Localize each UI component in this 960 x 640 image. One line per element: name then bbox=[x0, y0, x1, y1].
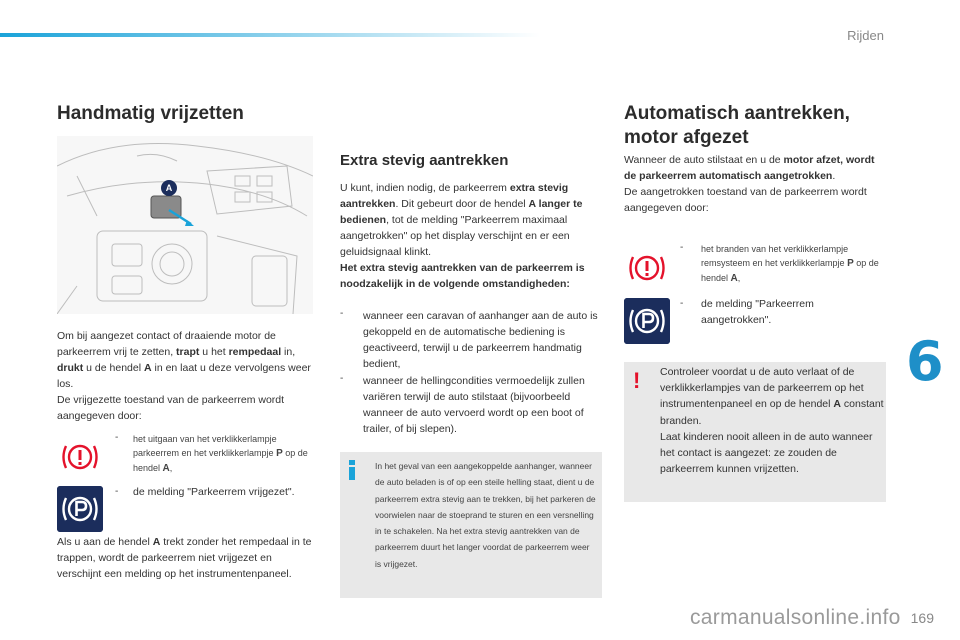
caution-text: Controleer voordat u de auto verlaat of de verklikkerlampjes van de parkeerrem op het instrumentenpaneel en op de hendel A constant branden. Laat kinderen nooit alleen in de auto wanneer het contact is aangezet: ze zouden de parkeerrem kunnen vrijzetten. bbox=[660, 366, 884, 476]
extra-firm-title: Extra stevig aantrekken bbox=[340, 152, 509, 169]
automatic-apply-title: Automatisch aantrekken, motor afgezet bbox=[624, 103, 850, 148]
left-outro-paragraph: Als u aan de hendel A trekt zonder het rempedaal in te trappen, wordt de parkeerrem niet vrijgezet en verschijnt een melding op het instrumentenpaneel. bbox=[57, 536, 312, 580]
list-dash: - bbox=[115, 432, 119, 443]
info-icon bbox=[348, 460, 356, 480]
condition-item-2: wanneer de hellingcondities vermoedelijk zullen variëren terwijl de auto stilstaat (bijvoorbeeld wanneer de auto vervoerd wordt op een boot of trailer, of bij slepen). bbox=[363, 375, 585, 435]
watermark: carmanualsonline.info bbox=[690, 606, 901, 629]
list-dash: - bbox=[340, 373, 344, 384]
brake-warning-icon bbox=[57, 434, 103, 480]
left-item2-text: de melding "Parkeerrem vrijgezet". bbox=[133, 486, 295, 498]
parking-brake-icon bbox=[57, 486, 103, 532]
middle-paragraph: U kunt, indien nodig, de parkeerrem extra stevig aantrekken. Dit gebeurt door de hendel A langer te bedienen, tot de melding "Parkeerrem maximaal aangetrokken" op het display verschijnt en er een geluidsignaal klinkt. Het extra stevig aantrekken van de parkeerrem is noodzakelijk in de volgende omstandigheden: bbox=[340, 182, 585, 290]
info-text: In het geval van een aangekoppelde aanhanger, wanneer de auto beladen is of op een steile helling staat, dient u de parkeerrem extra stevig aan te trekken, bij het parkeren de voorwielen naar de stoeprand te sturen en een versnelling in te schakelen. Na het extra stevig aantrekken van de parkeerrem duurt het langer voordat de parkeerrem weer is vrijgezet. bbox=[375, 461, 596, 569]
condition-item-1: wanneer een caravan of aanhanger aan de auto is gekoppeld en de automatische bediening is geactiveerd, terwijl u de parkeerrem handmatig bedient, bbox=[363, 310, 598, 370]
list-dash: - bbox=[680, 298, 684, 309]
left-item1-text: het uitgaan van het verklikkerlampje parkeerrem en het verklikkerlampje P op de hendel A, bbox=[133, 434, 308, 474]
header-accent-bar bbox=[0, 33, 540, 37]
lever-a-marker bbox=[161, 180, 177, 196]
right-intro-paragraph: Wanneer de auto stilstaat en u de motor afzet, wordt de parkeerrem automatisch aangetrokken. De aangetrokken toestand van de parkeerrem wordt aangegeven door: bbox=[624, 154, 875, 214]
left-intro-paragraph: Om bij aangezet contact of draaiende motor de parkeerrem vrij te zetten, trapt u het rempedaal in, drukt u de hendel A in en laat u deze vervolgens weer los. De vrijgezette toestand van de parkeerrem wordt aangegeven door: bbox=[57, 330, 311, 422]
right-item1-text: het branden van het verklikkerlampje remsysteem en het verklikkerlampje P op de hendel A, bbox=[701, 244, 879, 284]
caution-icon: ! bbox=[633, 368, 641, 393]
manual-release-title: Handmatig vrijzetten bbox=[57, 103, 244, 124]
chapter-number: 6 bbox=[906, 330, 944, 393]
conditions-heading: Het extra stevig aantrekken van de parkeerrem is noodzakelijk in de volgende omstandigheden: bbox=[340, 262, 585, 290]
page-number: 169 bbox=[910, 610, 934, 626]
right-item2-text: de melding "Parkeerrem aangetrokken". bbox=[701, 298, 814, 326]
console-illustration bbox=[57, 136, 313, 314]
list-dash: - bbox=[340, 308, 344, 319]
list-dash: - bbox=[680, 242, 684, 253]
brake-warning-icon bbox=[624, 245, 670, 291]
lever-a-label: A bbox=[165, 183, 173, 193]
list-dash: - bbox=[115, 486, 119, 497]
section-title: Rijden bbox=[847, 28, 884, 43]
parking-brake-icon bbox=[624, 298, 670, 344]
